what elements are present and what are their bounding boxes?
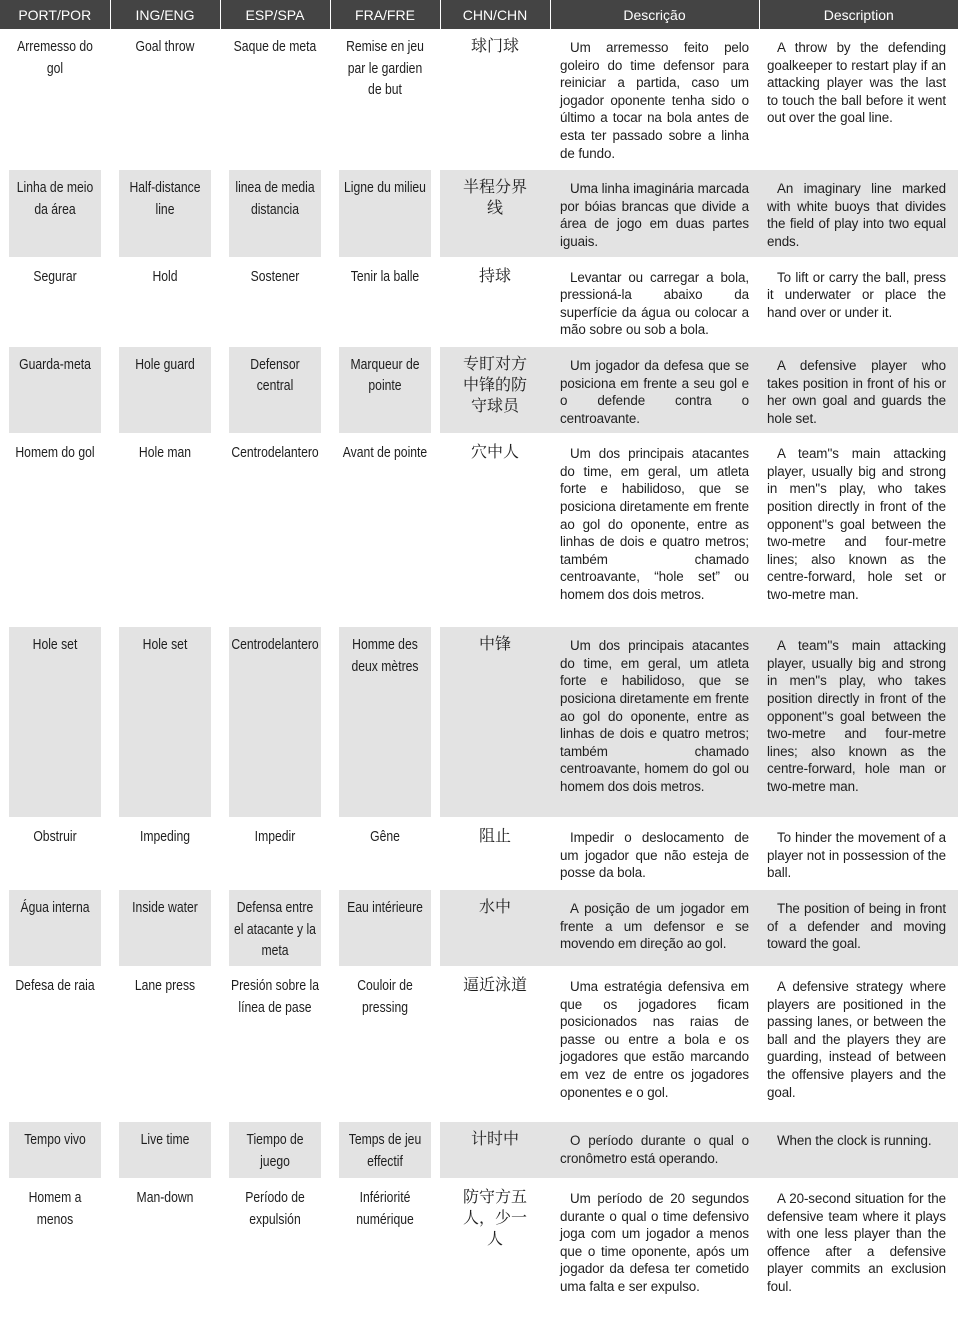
term-chn: 持球 <box>440 258 550 346</box>
term-esp: Defensor central <box>229 346 321 434</box>
term-fra: Infériorité numérique <box>339 1179 431 1319</box>
table-row <box>0 1121 958 1179</box>
table-row <box>0 29 958 169</box>
term-eng: Hole guard <box>119 346 211 434</box>
table-row <box>0 434 958 626</box>
header-por: PORT/POR <box>0 0 110 29</box>
term-por: Água interna <box>9 889 101 967</box>
table-row <box>0 1179 958 1319</box>
term-fra: Homme des deux mètres <box>339 626 431 818</box>
term-por: Hole set <box>9 626 101 818</box>
term-eng: Inside water <box>119 889 211 967</box>
header-row <box>0 0 958 29</box>
term-eng: Hole man <box>119 434 211 626</box>
header-descricao: Descrição <box>550 0 759 29</box>
term-esp: Tiempo de juego <box>229 1121 321 1179</box>
description-pt: Impedir o deslocamento de um jogador que não esteja de posse da bola. <box>550 818 759 889</box>
header-fra: FRA/FRE <box>330 0 440 29</box>
term-fra: Tenir la balle <box>339 258 431 346</box>
description-en: A 20-second situation for the defensive team where it plays with one less player than the offence after a defensive player commits an exclusion foul. <box>759 1179 958 1319</box>
description-pt: Um arremesso feito pelo goleiro do time defensor para reiniciar a partida, caso um jogador oponente tenha sido o último a tocar na bola antes de esta ter passado sobre a linha de fundo. <box>550 29 759 169</box>
term-eng: Man-down <box>119 1179 211 1319</box>
term-chn: 防守方五人，少一人 <box>440 1179 550 1319</box>
term-chn: 球门球 <box>440 29 550 169</box>
description-en: A team''s main attacking player, usually big and strong in men''s play, who takes position directly in front of the opponent''s goal between the two-metre and four-metre lines; also known as the centre-forward, hole man or two-metre man. <box>759 626 958 818</box>
header-esp: ESP/SPA <box>220 0 330 29</box>
description-en: When the clock is running. <box>759 1121 958 1179</box>
description-en: To hinder the movement of a player not in possession of the ball. <box>759 818 958 889</box>
term-chn: 中锋 <box>440 626 550 818</box>
term-esp: linea de media distancia <box>229 169 321 257</box>
term-eng: Hold <box>119 258 211 346</box>
term-esp: Centrodelantero <box>229 434 321 626</box>
term-esp: Período de expulsión <box>229 1179 321 1319</box>
description-en: The position of being in front of a defender and moving toward the goal. <box>759 889 958 967</box>
term-por: Arremesso do gol <box>9 29 101 169</box>
term-chn: 专盯对方中锋的防守球员 <box>440 346 550 434</box>
description-pt: Um período de 20 segundos durante o qual o time defensivo joga com um jogador a menos que o time oponente, após um jogador da defesa ter cometido uma falta e ser expulso. <box>550 1179 759 1319</box>
term-esp: Centrodelantero <box>229 626 321 818</box>
description-en: A throw by the defending goalkeeper to restart play if an attacking player was the last to touch the ball before it went out over the goal line. <box>759 29 958 169</box>
term-chn: 水中 <box>440 889 550 967</box>
term-por: Segurar <box>9 258 101 346</box>
term-eng: Live time <box>119 1121 211 1179</box>
description-en: A defensive strategy where players are positioned in the passing lanes, or between the ball and the players they are guarding, instead of between the offensive players and the goal. <box>759 967 958 1121</box>
term-por: Homem a menos <box>9 1179 101 1319</box>
header-eng: ING/ENG <box>110 0 220 29</box>
term-fra: Avant de pointe <box>339 434 431 626</box>
description-pt: O período durante o qual o cronômetro está operando. <box>550 1121 759 1179</box>
term-chn: 阻止 <box>440 818 550 889</box>
description-en: To lift or carry the ball, press it underwater or place the hand over or under it. <box>759 258 958 346</box>
description-pt: Um dos principais atacantes do time, em geral, um atleta forte e habilidoso, que se posiciona diretamente em frente ao gol do oponente, entre as linhas de dois e quatro metros; também chamado centroavante, homem do gol ou homem dos dois metros. <box>550 626 759 818</box>
term-por: Guarda-meta <box>9 346 101 434</box>
term-fra: Marqueur de pointe <box>339 346 431 434</box>
term-por: Defesa de raia <box>9 967 101 1121</box>
header-chn: CHN/CHN <box>440 0 550 29</box>
term-esp: Presión sobre la línea de pase <box>229 967 321 1121</box>
description-en: An imaginary line marked with white buoys that divides the field of play into two equal ends. <box>759 169 958 257</box>
table-row <box>0 626 958 818</box>
table-row <box>0 967 958 1121</box>
term-fra: Eau intérieure <box>339 889 431 967</box>
term-por: Tempo vivo <box>9 1121 101 1179</box>
header-description: Description <box>759 0 958 29</box>
term-fra: Temps de jeu effectif <box>339 1121 431 1179</box>
description-pt: Levantar ou carregar a bola, pressioná-la abaixo da superfície da água ou colocar a mão sobre ou sob a bola. <box>550 258 759 346</box>
description-pt: Uma estratégia defensiva em que os jogadores ficam posicionados nas raias de passe ou entre a bola e os jogadores que estão marcando em vez de entre os jogadores oponentes e o gol. <box>550 967 759 1121</box>
table-row <box>0 258 958 346</box>
term-chn: 半程分界线 <box>440 169 550 257</box>
table-row <box>0 889 958 967</box>
term-fra: Couloir de pressing <box>339 967 431 1121</box>
description-pt: A posição de um jogador em frente a um defensor e se movendo em direção ao gol. <box>550 889 759 967</box>
term-eng: Impeding <box>119 818 211 889</box>
term-fra: Gêne <box>339 818 431 889</box>
term-por: Homem do gol <box>9 434 101 626</box>
term-chn: 穴中人 <box>440 434 550 626</box>
table-header <box>0 0 958 29</box>
term-esp: Defensa entre el atacante y la meta <box>229 889 321 967</box>
term-chn: 逼近泳道 <box>440 967 550 1121</box>
term-eng: Goal throw <box>119 29 211 169</box>
description-pt: Uma linha imaginária marcada por bóias brancas que divide a área de jogo em duas partes iguais. <box>550 169 759 257</box>
term-chn: 计时中 <box>440 1121 550 1179</box>
term-fra: Remise en jeu par le gardien de but <box>339 29 431 169</box>
description-en: A team''s main attacking player, usually big and strong in men''s play, who takes position directly in front of the opponent''s goal between the two-metre and four-metre lines; also known as the centre-forward, hole set or two-metre man. <box>759 434 958 626</box>
term-eng: Lane press <box>119 967 211 1121</box>
term-por: Linha de meio da área <box>9 169 101 257</box>
table-row <box>0 818 958 889</box>
term-esp: Sostener <box>229 258 321 346</box>
term-eng: Hole set <box>119 626 211 818</box>
description-pt: Um jogador da defesa que se posiciona em frente a seu gol e o defende contra o centroavante. <box>550 346 759 434</box>
table-row <box>0 169 958 257</box>
term-por: Obstruir <box>9 818 101 889</box>
term-fra: Ligne du milieu <box>339 169 431 257</box>
term-esp: Impedir <box>229 818 321 889</box>
term-eng: Half-distance line <box>119 169 211 257</box>
description-en: A defensive player who takes position in front of his or her own goal and guards the hole set. <box>759 346 958 434</box>
term-esp: Saque de meta <box>229 29 321 169</box>
table-body <box>0 29 958 1319</box>
table-row <box>0 346 958 434</box>
description-pt: Um dos principais atacantes do time, em geral, um atleta forte e habilidoso, que se posiciona diretamente em frente ao gol do oponente, entre as linhas de dois e quatro metros; também chamado centroavante, “hole set” ou homem dos dois metros. <box>550 434 759 626</box>
